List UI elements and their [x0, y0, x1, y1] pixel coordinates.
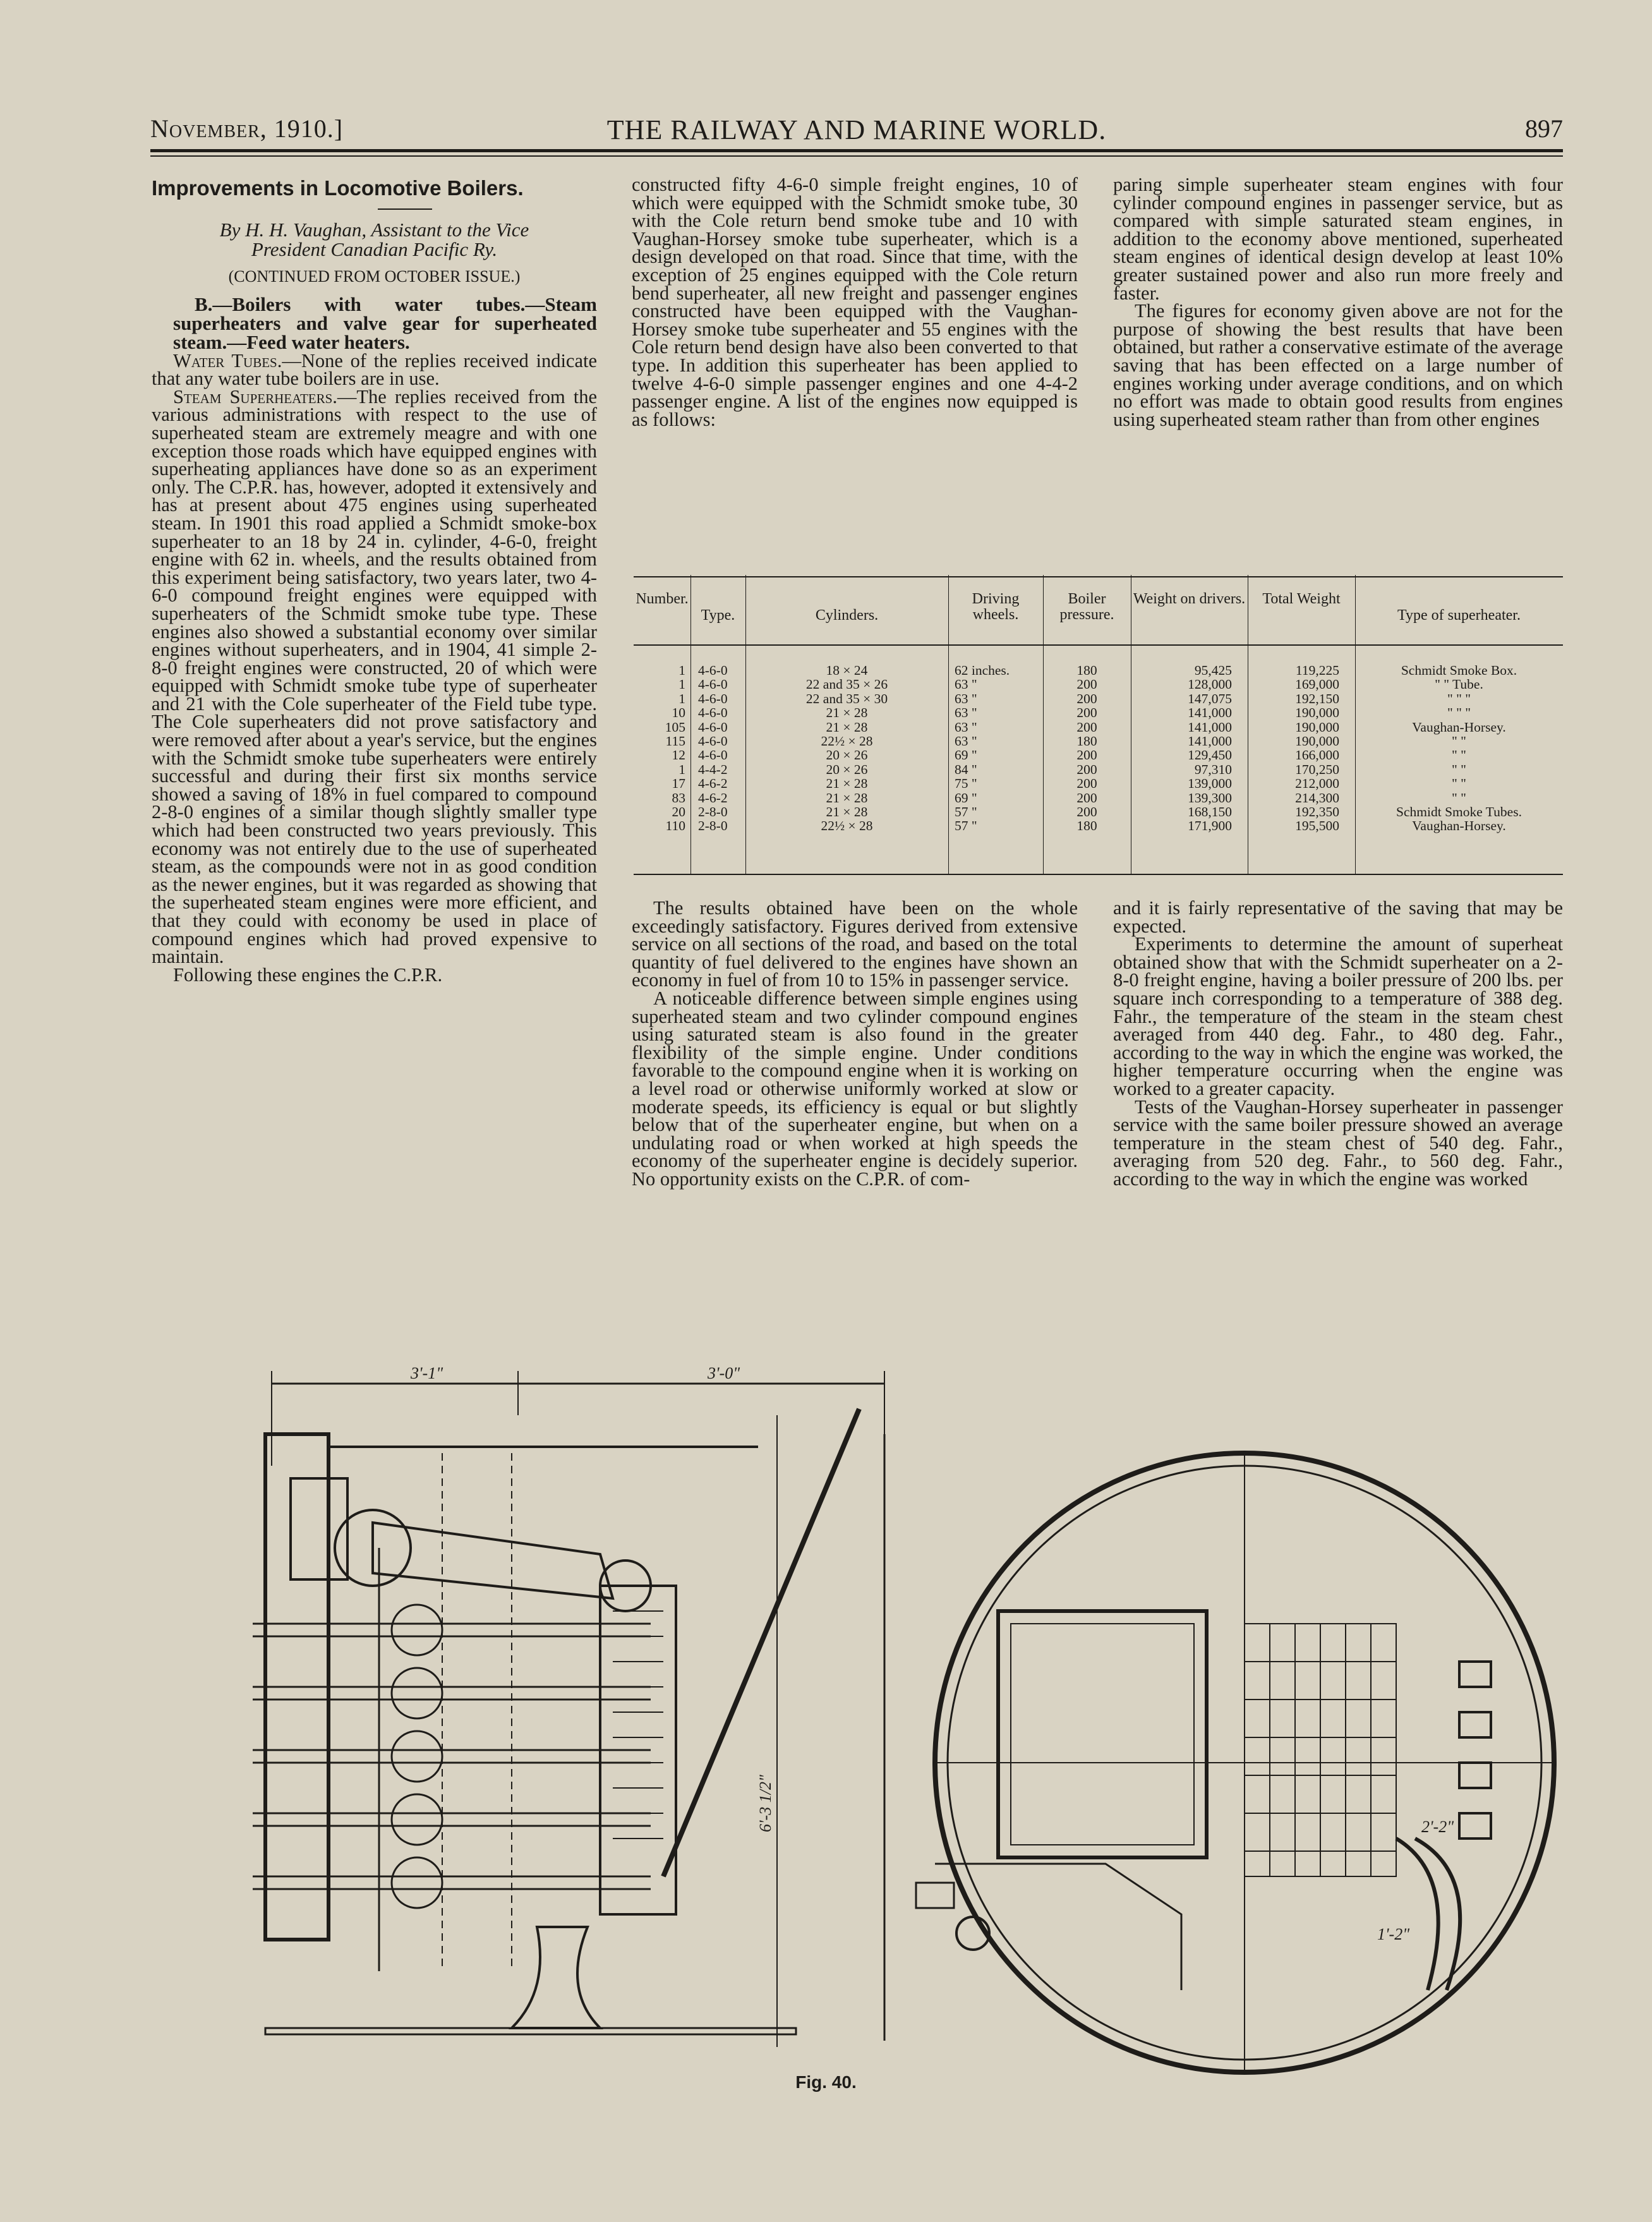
header-boiler-pressure: Boiler pressure. — [1059, 591, 1114, 623]
table-cell: 139,000 — [1188, 776, 1232, 792]
table-cell: " " Tube. — [1435, 677, 1483, 692]
table-cell: 139,300 — [1188, 790, 1232, 806]
table-cell: 4-6-0 — [698, 734, 728, 749]
table-cell: 105 — [665, 719, 685, 735]
table-cell: 21 × 28 — [826, 719, 868, 735]
dimension-label: 2'-2" — [1421, 1818, 1454, 1836]
table-cell: 4-6-2 — [698, 776, 728, 792]
col-type — [698, 663, 736, 833]
header-weight-on-drivers: Weight on drivers. — [1133, 591, 1246, 607]
running-header — [150, 114, 1563, 149]
table-cell: 129,450 — [1188, 747, 1232, 763]
table-cell: 1 — [678, 691, 685, 706]
paragraph-text: Following these engines the C.P.R. — [173, 963, 443, 986]
column-2-bottom — [632, 899, 1078, 1188]
table-bottom-rule — [634, 874, 1563, 875]
table-cell: 4-6-0 — [698, 747, 728, 763]
table-cell: " " — [1452, 747, 1466, 763]
paragraph: paring simple superheater steam engines with four cylinder compound engines in passenger service, but as compared with simple saturated steam engines, in addition to the economy above mentioned, superheated steam engines of identical design develop at least 10% greater sustained power and also run more freely and faster. — [1113, 174, 1563, 304]
table-cell: 141,000 — [1188, 705, 1232, 721]
table-cell: 63 " — [955, 719, 977, 735]
table-header-rule — [634, 644, 1563, 646]
table-cell: " " — [1452, 761, 1466, 777]
table-cell: 22 and 35 × 30 — [805, 691, 888, 706]
table-cell: 115 — [665, 734, 685, 749]
table-cell: 141,000 — [1188, 734, 1232, 749]
table-cell: Schmidt Smoke Tubes. — [1396, 804, 1522, 820]
table-cell: 12 — [672, 747, 685, 763]
table-cell: 200 — [1076, 790, 1097, 806]
table-cell: 69 " — [955, 747, 977, 763]
table-cell: 21 × 28 — [826, 705, 868, 721]
table-cell: 22½ × 28 — [821, 734, 873, 749]
title-rule — [378, 208, 432, 210]
table-cell: 57 " — [955, 818, 977, 834]
table-cell: 63 " — [955, 734, 977, 749]
superheater-engine-table — [634, 575, 1563, 875]
col-boiler-pressure — [1043, 663, 1131, 833]
table-cell: 2-8-0 — [698, 818, 728, 834]
run-in-head: Water Tubes. — [173, 349, 282, 371]
table-cell: 214,300 — [1295, 790, 1339, 806]
paragraph: A noticeable difference between simple engines using superheated steam and two cylinder compound engines using saturated steam is also found in the greater flexibility of the simple engine. Under conditions favorable to the compound engine when it is working on a level road or otherwise uniformly worked at slow or moderate speeds, its efficiency is equal or but slightly below that of the superheater engine, but when on a undulating road or when worked at high speeds the economy of the superheater engine is decidely superior. No opportunity exists on the C.P.R. of com- — [632, 987, 1078, 1190]
tube-grid — [1245, 1624, 1396, 1876]
table-cell: 63 " — [955, 677, 977, 692]
table-cell: 4-6-0 — [698, 677, 728, 692]
table-cell: 200 — [1076, 761, 1097, 777]
column-3-bottom — [1113, 899, 1563, 1188]
dimension-label: 1'-2" — [1377, 1925, 1410, 1943]
table-cell: Vaughan-Horsey. — [1412, 818, 1506, 834]
table-cell: 4-6-0 — [698, 691, 728, 706]
table-cell: 2-8-0 — [698, 804, 728, 820]
table-cell: 200 — [1076, 705, 1097, 721]
byline-line-1: By H. H. Vaughan, Assistant to the Vice — [219, 219, 529, 241]
section-heading: B.—Boilers with water tubes.—Steam superheaters and valve gear for superheated steam.—Feed water heaters. — [173, 293, 597, 353]
engineering-drawing — [158, 1358, 1573, 2079]
table-cell: 192,150 — [1295, 691, 1339, 706]
column-3-top — [1113, 176, 1563, 428]
paragraph: The results obtained have been on the whole exceedingly satisfactory. Figures derived from extensive service on all sections of the road, and based on the total quantity of fuel delivered to the engines have shown an economy in fuel of from 10 to 15% in passenger service. — [632, 897, 1078, 991]
table-cell: 171,900 — [1188, 818, 1232, 834]
page-number: 897 — [1525, 114, 1563, 143]
table-cell: 200 — [1076, 691, 1097, 706]
steam-pipe-front — [1396, 1839, 1438, 1990]
table-cell: " " " — [1447, 691, 1471, 706]
table-cell: 4-6-0 — [698, 663, 728, 678]
table-cell: 21 × 28 — [826, 790, 868, 806]
continued-note: (CONTINUED FROM OCTOBER ISSUE.) — [228, 267, 521, 286]
table-cell: 21 × 28 — [826, 776, 868, 792]
table-cell: 4-6-0 — [698, 705, 728, 721]
table-cell: 20 — [672, 804, 685, 820]
table-cell: 63 " — [955, 705, 977, 721]
table-cell: 200 — [1076, 747, 1097, 763]
table-cell: 1 — [678, 677, 685, 692]
table-cell: 195,500 — [1295, 818, 1339, 834]
table-cell: 4-4-2 — [698, 761, 728, 777]
table-cell: 4-6-0 — [698, 719, 728, 735]
table-cell: 57 " — [955, 804, 977, 820]
table-cell: 63 " — [955, 691, 977, 706]
table-cell: 200 — [1076, 677, 1097, 692]
table-cell: 190,000 — [1295, 719, 1339, 735]
table-cell: 180 — [1076, 734, 1097, 749]
table-cell: Schmidt Smoke Box. — [1401, 663, 1517, 678]
table-cell: 180 — [1076, 818, 1097, 834]
table-cell: 4-6-2 — [698, 790, 728, 806]
header-rule-thick — [150, 149, 1563, 152]
door-frame — [998, 1611, 1207, 1857]
table-cell: 200 — [1076, 719, 1097, 735]
table-cell: 84 " — [955, 761, 977, 777]
table-cell: 200 — [1076, 776, 1097, 792]
superheater-drawing — [158, 1358, 1573, 2098]
exhaust-nozzle — [512, 1927, 600, 2028]
table-cell: 128,000 — [1188, 677, 1232, 692]
table-cell: Vaughan-Horsey. — [1412, 719, 1506, 735]
header-number: Number. — [636, 591, 689, 607]
table-cell: 75 " — [955, 776, 977, 792]
col-cylinders — [745, 663, 948, 833]
table-cell: 1 — [678, 663, 685, 678]
table-cell: 190,000 — [1295, 734, 1339, 749]
table-cell: 212,000 — [1295, 776, 1339, 792]
table-cell: 97,310 — [1194, 761, 1232, 777]
col-driving-wheels — [955, 663, 1043, 833]
figure-caption: Fig. 40. — [795, 2072, 857, 2092]
table-cell: 18 × 24 — [826, 663, 868, 678]
table-cell: 141,000 — [1188, 719, 1232, 735]
paragraph: Tests of the Vaughan-Horsey superheater in passenger service with the same boiler pressure showed an average temperature in the steam chest of 540 deg. Fahr., averaging from 520 deg. Fahr., to 560 deg. Fahr., according to the way in which the engine was worked — [1113, 1096, 1563, 1190]
header-rule-thin — [150, 155, 1563, 157]
header-cylinders: Cylinders. — [815, 607, 879, 624]
column-2-top — [632, 176, 1078, 428]
table-cell: 168,150 — [1188, 804, 1232, 820]
column-1 — [152, 176, 597, 984]
table-cell: 69 " — [955, 790, 977, 806]
dimension-label: 6'-3 1/2" — [756, 1775, 775, 1832]
col-superheater — [1355, 663, 1563, 833]
paragraph-text: —None of the replies received indicate that any water tube boilers are in use. — [152, 349, 598, 390]
table-cell: 170,250 — [1295, 761, 1339, 777]
paragraph: and it is fairly representative of the saving that may be expected. — [1113, 897, 1563, 937]
table-cell: 200 — [1076, 804, 1097, 820]
paragraph: The figures for economy given above are not for the purpose of showing the best results that have been obtained, but rather a conservative estimate of the average saving that has been effected on a large number of engines working under average conditions, and on which no effort was made to obtain good results from engines using superheated steam rather than from other engines — [1113, 300, 1563, 430]
table-cell: 20 × 26 — [826, 761, 868, 777]
paragraph — [152, 963, 597, 986]
table-cell: 17 — [672, 776, 685, 792]
paragraph — [152, 385, 597, 968]
table-cell: 147,075 — [1188, 691, 1232, 706]
col-weight-on-drivers — [1131, 663, 1232, 833]
table-cell: 22 and 35 × 26 — [805, 677, 888, 692]
article-title: Improvements in Locomotive Boilers. — [152, 176, 524, 200]
journal-title: THE RAILWAY AND MARINE WORLD. — [606, 114, 1107, 145]
paragraph: Experiments to determine the amount of superheat obtained show that with the Schmidt superheater on a 2-8-0 freight engine, having a boiler pressure of 200 lbs. per square inch corresponding to a temperature of 388 deg. Fahr., the temperature of the steam in the steam chest averaged from 440 deg. Fahr., to 480 deg. Fahr., according to the way in which the engine was worked, the higher temperature occurring when the engine was worked to a greater capacity. — [1113, 933, 1563, 1099]
table-cell: 1 — [678, 761, 685, 777]
header-driving-wheels: Driving wheels. — [972, 591, 1020, 623]
table-cell: 169,000 — [1295, 677, 1339, 692]
table-cell: " " — [1452, 776, 1466, 792]
table-cell: 22½ × 28 — [821, 818, 873, 834]
table-cell: " " — [1452, 790, 1466, 806]
paragraph-text: —The replies received from the various administrations with respect to the use of superheated steam are extremely meagre and with one exception those roads which have equipped engines with superheating appliances have done so as an experiment only. The C.P.R. has, however, adopted it extensively and has at present about 475 engines using superheated steam. In 1901 this road applied a Schmidt smoke-box superheater to an 18 by 24 in. cylinder, 4-6-0, freight engine with 62 in. wheels, and the results obtained from this experiment being satisfactory, two years later, two 4-6-0 compound freight engines were equipped with superheaters of the Schmidt smoke tube type. These engines also showed a substantial economy over similar engines without superheaters, and in 1904, 41 simple 2-8-0 freight engines were constructed, 20 of which were equipped with Schmidt smoke tube type of superheater and 21 with the Cole superheater of the Field tube type. The Cole superheaters did not prove satisfactory and were removed after about a year's service, but the engines with the Schmidt smoke tube superheaters were entirely successful and during their first six months service showed a saving of 18% in fuel compared to compound 2-8-0 engines of a similar though slightly smaller type which had been constructed two years previously. This economy was not entirely due to the use of superheated steam, as the compounds were not in as good condition as the newer engines, but it was regarded as showing that the superheated steam engines were more efficient, and that they could with economy be used in place of compound engines which had proved expensive to maintain. — [152, 385, 597, 968]
table-cell: 10 — [672, 705, 685, 721]
table-cell: 190,000 — [1295, 705, 1339, 721]
table-cell: 192,350 — [1295, 804, 1339, 820]
paragraph — [152, 349, 598, 390]
dimension-label: 3'-0" — [708, 1364, 740, 1382]
header-total-weight: Total Weight — [1262, 591, 1341, 607]
table-cell: 95,425 — [1194, 663, 1232, 678]
header-type: Type. — [701, 607, 735, 624]
col-number — [634, 663, 685, 833]
col-total-weight — [1248, 663, 1339, 833]
paragraph: constructed fifty 4-6-0 simple freight engines, 10 of which were equipped with the Schmidt smoke tube, 30 with the Cole return bend smoke tube and 10 with Vaughan-Horsey smoke tube superheater, which is a design developed on that road. Since that time, with the exception of 25 engines equipped with the Cole return bend superheater, all new freight and passenger engines constructed have been equipped with the Vaughan-Horsey smoke tube superheater and 55 engines with the Cole return bend design have also been converted to that type. In addition this superheater has been applied to twelve 4-6-0 simple passenger engines and one 4-4-2 passenger engine. A list of the engines now equipped is as follows: — [632, 174, 1078, 430]
byline-line-2: President Canadian Pacific Ry. — [251, 238, 498, 260]
table-cell: 166,000 — [1295, 747, 1339, 763]
table-cell: 83 — [672, 790, 685, 806]
table-cell: 21 × 28 — [826, 804, 868, 820]
table-top-rule — [634, 576, 1563, 577]
table-cell: 119,225 — [1295, 663, 1339, 678]
byline — [152, 220, 597, 259]
run-in-head: Steam Superheaters. — [173, 385, 337, 408]
issue-date: November, 1910.] — [150, 114, 344, 143]
table-cell: 110 — [665, 818, 685, 834]
table-cell: 180 — [1076, 663, 1097, 678]
table-cell: " " — [1452, 734, 1466, 749]
table-cell: 20 × 26 — [826, 747, 868, 763]
table-cell: " " " — [1447, 705, 1471, 721]
table-cell: 62 inches. — [955, 663, 1010, 678]
dimension-label: 3'-1" — [411, 1364, 443, 1382]
header-superheater-type: Type of superheater. — [1397, 607, 1521, 624]
superheater-tubes — [253, 1605, 651, 1908]
